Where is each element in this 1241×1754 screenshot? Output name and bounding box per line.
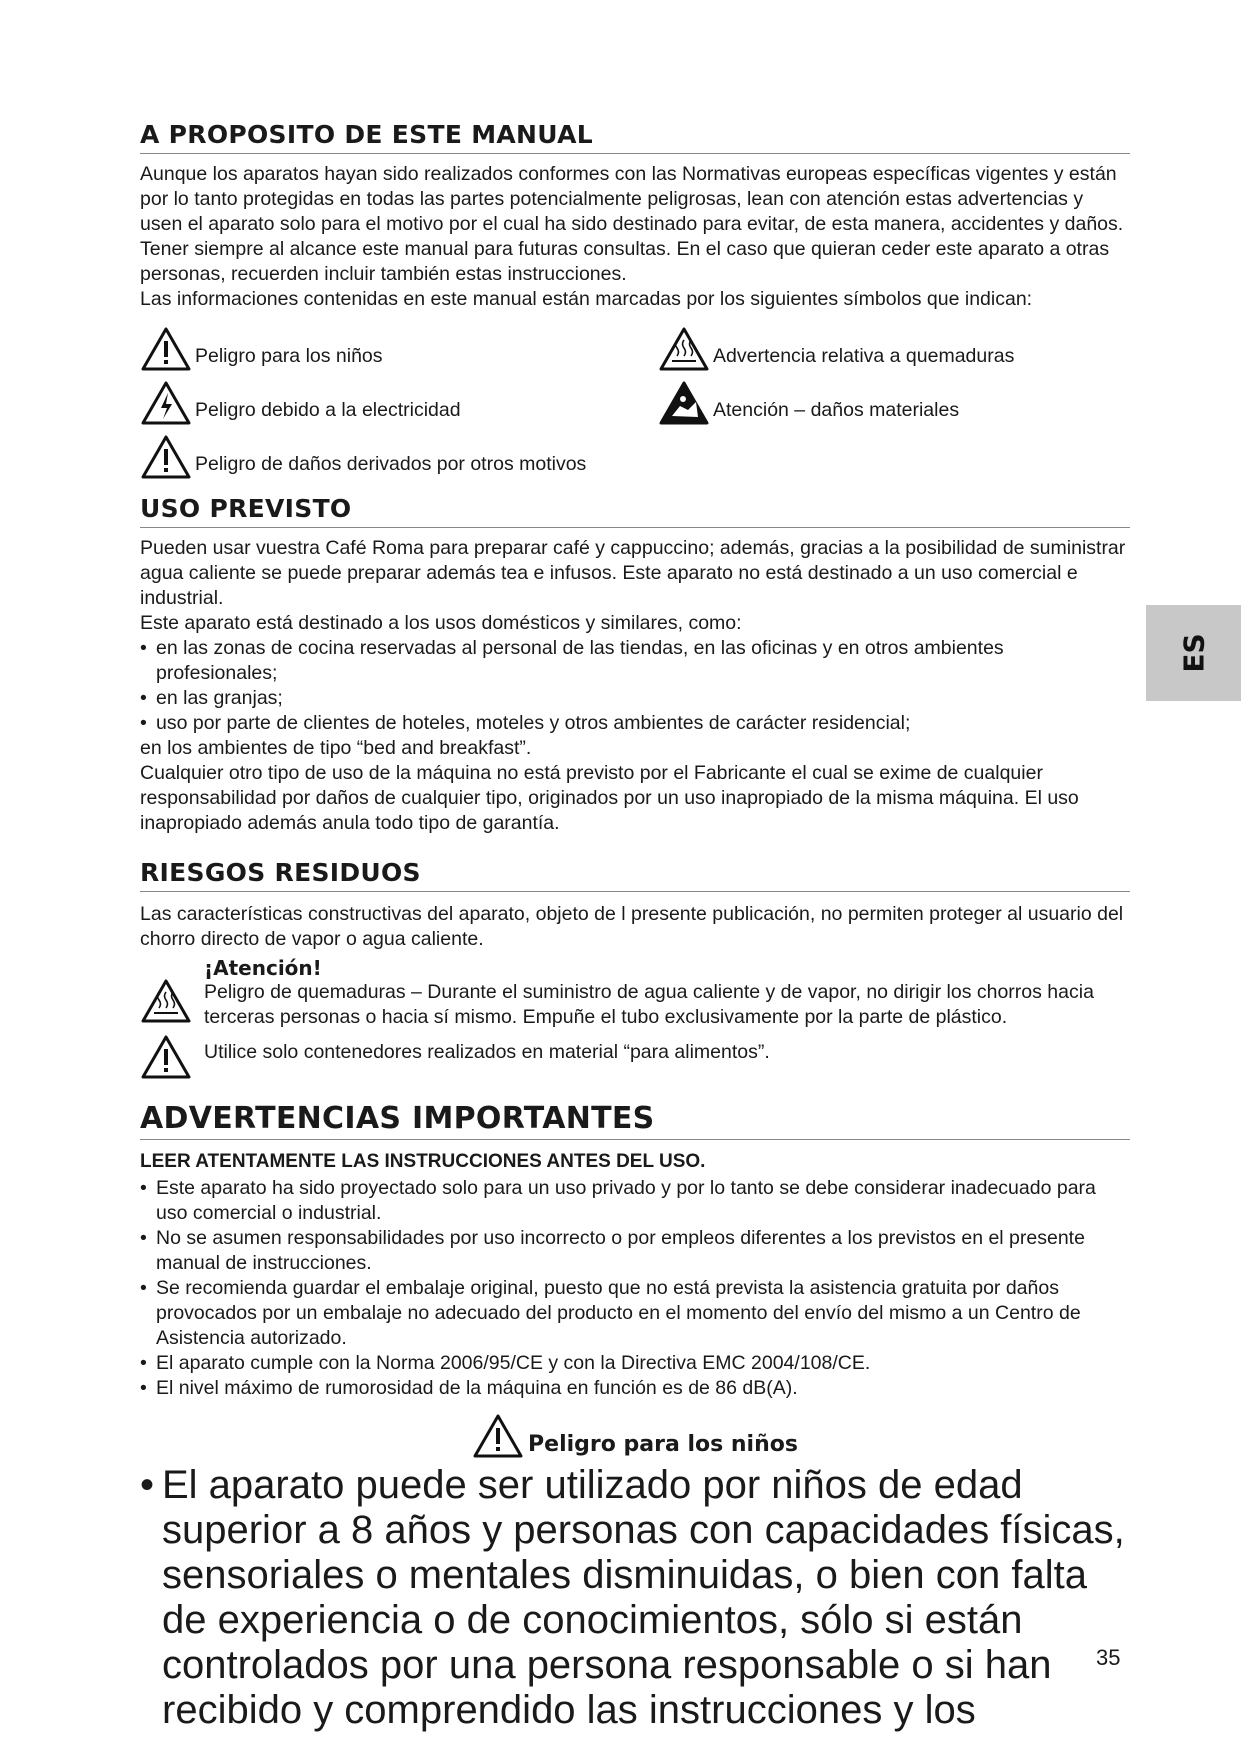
symbol-item: Atención – daños materiales (658, 378, 1128, 426)
list-item: • en las granjas; (140, 686, 1130, 711)
list-item: • Se recomienda guardar el embalaje original, puesto que no está prevista la asistencia gratuita por daños provocados por un embalaje no adecuado del producto en el momento del envío del mismo a un Centro de Asistencia autorizado. (140, 1276, 1130, 1351)
section-title-risks: RIESGOS RESIDUOS (140, 858, 1130, 892)
symbol-item: Advertencia relativa a quemaduras (658, 324, 1128, 372)
kids-danger-title: Peligro para los niños (528, 1432, 798, 1457)
symbol-legend (140, 324, 1130, 480)
kids-danger-heading (140, 1413, 1130, 1459)
material-damage-icon (658, 380, 710, 426)
use-paragraph-1: Pueden usar vuestra Café Roma para preparar café y cappuccino; además, gracias a la posibilidad de suministrar agua caliente se puede preparar además tea e infusos. Este aparato no está destinado a un uso comercial e industrial. (140, 537, 1126, 609)
burn-warning-icon (140, 978, 192, 1024)
symbol-item: Peligro debido a la electricidad (140, 378, 658, 426)
warning-triangle-icon (140, 434, 192, 480)
page-number: 35 (1096, 1645, 1121, 1670)
section-title-warnings: ADVERTENCIAS IMPORTANTES (140, 1101, 1130, 1140)
food-container-warning-text: Utilice solo contenedores realizados en material “para alimentos”. (204, 1041, 770, 1063)
kids-danger-text: • El aparato puede ser utilizado por niños de edad superior a 8 años y personas con capacidades físicas, sensoriales o mentales disminuidas, o bien con falta de experiencia o de conocimientos, sólo si están controlados por una persona responsable o si han recibido y comprendido las instrucciones y los (140, 1463, 1125, 1732)
list-item: • El nivel máximo de rumorosidad de la máquina en función es de 86 dB(A). (140, 1376, 1130, 1401)
list-item: • No se asumen responsabilidades por uso incorrecto o por empleos diferentes a los previstos en el presente manual de instrucciones. (140, 1226, 1130, 1276)
risks-paragraph-1: Las características constructivas del aparato, objeto de l presente publicación, no permiten proteger al usuario del chorro directo de vapor o agua caliente. (140, 903, 1124, 950)
use-list (140, 636, 1130, 736)
use-paragraph-2: Este aparato está destinado a los usos domésticos y similares, como: (140, 612, 742, 634)
electric-warning-icon (140, 380, 192, 426)
symbol-item: Peligro de daños derivados por otros motivos (140, 432, 658, 480)
use-paragraph-4: Cualquier otro tipo de uso de la máquina no está previsto por el Fabricante el cual se exime de cualquier responsabilidad por daños de cualquier tipo, originados por un uso inapropiado de la misma máquina. El uso inapropiado además anula todo tipo de garantía. (140, 762, 1079, 834)
food-container-warning-block (140, 1034, 1130, 1085)
burn-warning-block (140, 956, 1130, 1030)
warnings-list (140, 1176, 1130, 1401)
list-item: • Este aparato ha sido proyectado solo para un uso privado y por lo tanto se debe considerar inadecuado para uso comercial o industrial. (140, 1176, 1130, 1226)
warning-triangle-icon (140, 1034, 192, 1080)
section-title-about: A PROPOSITO DE ESTE MANUAL (140, 120, 1130, 154)
language-tab (1146, 605, 1241, 701)
list-item: • en las zonas de cocina reservadas al personal de las tiendas, en las oficinas y en otros ambientes profesionales; (140, 636, 1130, 686)
list-item: • uso por parte de clientes de hoteles, moteles y otros ambientes de carácter residencial; (140, 711, 1130, 736)
warning-triangle-icon (472, 1413, 524, 1459)
page-content (140, 120, 1130, 1733)
warnings-subhead: LEER ATENTAMENTE LAS INSTRUCCIONES ANTES DEL USO. (140, 1151, 706, 1172)
warning-triangle-icon (140, 326, 192, 372)
about-paragraph-1: Aunque los aparatos hayan sido realizados conformes con las Normativas europeas específicas vigentes y están por lo tanto protegidas en todas las partes potencialmente peligrosas, lean con atención estas advertencias y usen el aparato solo para el motivo por el cual ha sido destinado para evitar, de esta manera, accidentes y daños. Tener siempre al alcance este manual para futuras consultas. En el caso que quieran ceder este aparato a otras personas, recuerden incluir también estas instrucciones. (140, 163, 1124, 285)
list-item: • El aparato cumple con la Norma 2006/95/CE y con la Directiva EMC 2004/108/CE. (140, 1351, 1130, 1376)
attention-title: ¡Atención! (204, 956, 322, 980)
use-paragraph-3: en los ambientes de tipo “bed and breakfast”. (140, 737, 532, 759)
section-title-use: USO PREVISTO (140, 494, 1130, 528)
burn-warning-text: Peligro de quemaduras – Durante el suministro de agua caliente y de vapor, no dirigir los chorros hacia terceras personas o hacia sí mismo. Empuñe el tubo exclusivamente por la parte de plástico. (204, 981, 1094, 1028)
about-paragraph-2: Las informaciones contenidas en este manual están marcadas por los siguientes símbolos que indican: (140, 288, 1033, 310)
symbol-item: Peligro para los niños (140, 324, 658, 372)
burn-warning-icon (658, 326, 710, 372)
language-tab-label: ES (1177, 633, 1210, 673)
